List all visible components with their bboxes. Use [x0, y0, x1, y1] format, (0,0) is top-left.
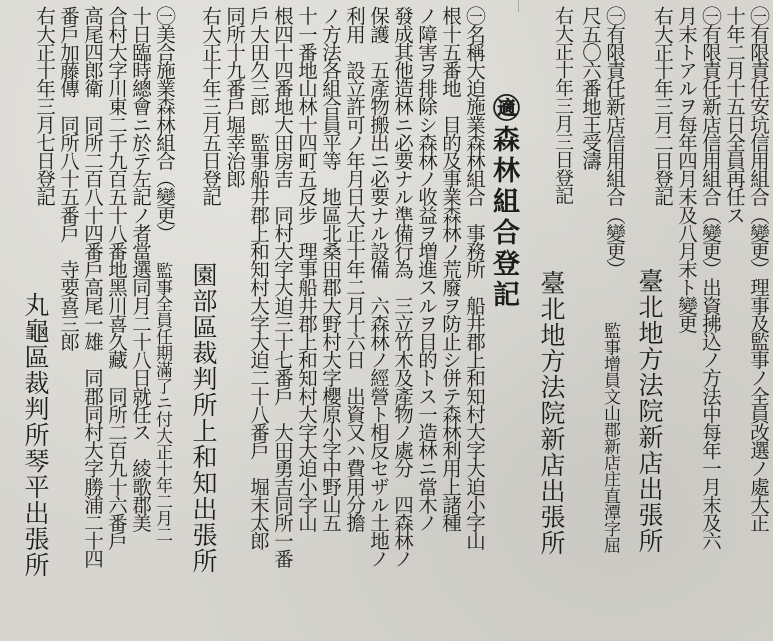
notice3-line8: 十一番地山林十四町五反步 理事船井郡上和知村大字大迫小字山	[295, 6, 318, 531]
notice3-court: 園部區裁判所上和知出張所	[189, 262, 218, 574]
notice1-line3: ㊀有限責任新店信用組合（變更）出資拂込ノ方法中每年一月末及六	[699, 6, 722, 550]
notice3-line3: ノ障害ヲ排除シ森林ノ收益ヲ増進スルヲ目的トス一造林ニ當木ノ	[415, 6, 438, 531]
notice1-line1: ㊀有限責任安坑信用組合（變更）理事及監事ノ全員改選ノ處大正	[747, 6, 770, 531]
notice3-line6: 利用 設立許可ノ年月日大正十年二月十六日 出資又ハ費用分擔	[343, 6, 366, 531]
notice1-court: 臺北地方法院新店出張所	[635, 268, 664, 554]
notice3-line7: ノ方法各組合員平等 地區北桑田郡大野村大字櫻原小字中野山五	[319, 6, 342, 531]
notice4-line4: 高尾四郎衛 同所二百八十四番戶高尾一雄 同郡同村大字勝浦二十四	[81, 6, 104, 568]
notice4-line2: 十日臨時總會ニ於テ左記ノ者當選同月二十八日就任ス 綾歌郡美	[129, 6, 152, 531]
notice3-line12: 右大正十年三月五日登記	[199, 6, 222, 206]
notice1-line5: 右大正十年三月二日登記	[651, 6, 674, 206]
notice1-line2: 十年二月十五日全員再任ス	[723, 6, 746, 224]
notice3-line9: 根四十四番地大田房吉 同村大字大迫三十七番戶 大田勇吉同所一番	[271, 6, 294, 568]
notice2-line1: ㊀有限責任新店信用組合（變更）	[603, 6, 626, 278]
notice2-line3: 右大正十年三月三日登記	[552, 6, 574, 204]
notice2-court: 臺北地方法院新店出張所	[537, 270, 566, 556]
notice3-line10: 戶大田久三郎 監事船井郡上和知村大字大迫二十八番戶 堀末太郎	[247, 6, 270, 550]
notice2-line2: 尺五〇六番地王受濤	[579, 6, 602, 169]
section-title: ㊜森林組合登記	[488, 94, 519, 311]
notice2-line1b: 監事增員文山郡新店庄直潭字屈	[600, 322, 620, 553]
notice4-line6: 右大正十年三月七日登記	[33, 6, 56, 206]
notice4-line1: ㊀美合施業森林組合（變更）	[153, 6, 176, 242]
notice3-line2: 根十五番地 目的及事業森林ノ荒廢ヲ防止シ併テ森林利用上諸種	[439, 6, 462, 531]
notice4-line1b: 監事全員任期滿了ニ付大正十年二月二	[152, 262, 172, 543]
notice4-line3: 合村大字川東二千九百五十八番地黑川喜久藏 同所二百九十六番戶	[105, 6, 128, 550]
notice4-line5: 番戶加藤傳 同所八十五番戶 寺要喜三郎	[57, 6, 80, 350]
notice3-line5: 保護 五產物搬出ニ必要ナル設備 六森林ノ經營ト相反セザル土地ノ	[367, 6, 390, 568]
notice1-line4: 月末トアルヲ每年四月末及八月末ト變更	[675, 6, 698, 332]
notice3-line11: 同所十九番戶堀幸治郎	[223, 6, 246, 188]
notice4-court: 丸龜區裁判所琴平出張所	[21, 292, 50, 578]
notice3-line1: ㊀名稱大迫施業森林組合 事務所 船井郡上和知村大字大迫小字山	[463, 6, 486, 550]
divider	[518, 0, 519, 12]
notice3-line4: 發成其他造林ニ必要ナル準備行為 三立竹木及產物ノ處分 四森林ノ	[391, 6, 414, 568]
